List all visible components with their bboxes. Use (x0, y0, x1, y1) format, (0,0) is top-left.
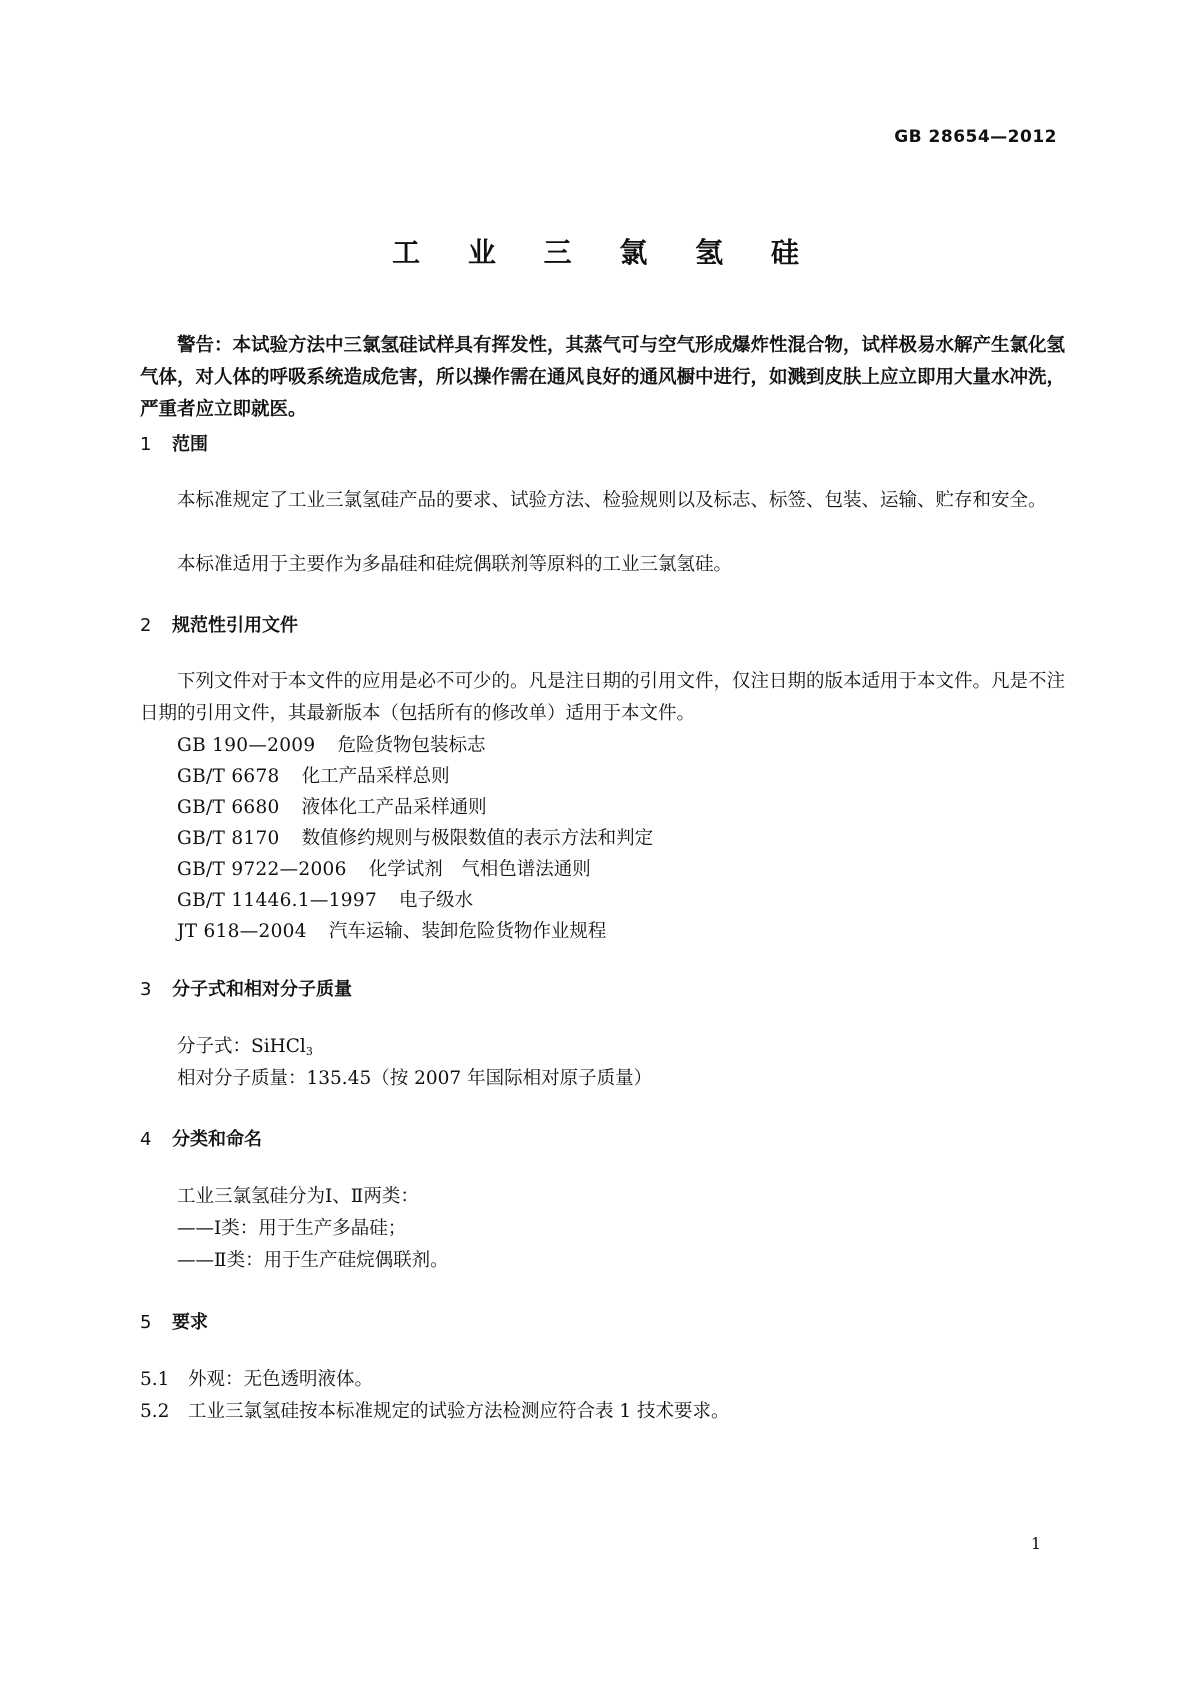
section-4-heading (140, 1125, 262, 1151)
section-5-heading (140, 1308, 208, 1334)
section-title: 分子式和相对分子质量 (172, 979, 352, 1000)
warning-paragraph: 警告：本试验方法中三氯氢硅试样具有挥发性，其蒸气可与空气形成爆炸性混合物，试样极易水解产生氯化氢气体，对人体的呼吸系统造成危害，所以操作需在通风良好的通风橱中进行，如溅到皮肤上应立即用大量水冲洗，严重者应立即就医。 (140, 335, 1066, 420)
reference-item (177, 885, 473, 917)
formula-main: SiHCl (251, 1036, 306, 1057)
page-number: 1 (1030, 1534, 1041, 1553)
reference-code: GB/T 11446.1—1997 (177, 890, 378, 911)
reference-title: 汽车运输、装卸危险货物作业规程 (328, 921, 607, 942)
reference-code: GB 190—2009 (177, 735, 316, 756)
reference-item (177, 730, 485, 762)
section-number: 1 (140, 434, 152, 455)
classification-item: ——Ⅱ类：用于生产硅烷偶联剂。 (177, 1250, 449, 1271)
reference-title: 危险货物包装标志 (337, 735, 486, 756)
reference-code: GB/T 9722—2006 (177, 859, 347, 880)
clause-text: 工业三氯氢硅按本标准规定的试验方法检测应符合表 1 技术要求。 (188, 1401, 730, 1422)
scope-paragraph-2: 本标准适用于主要作为多晶硅和硅烷偶联剂等原料的工业三氯氢硅。 (177, 554, 733, 575)
reference-title: 化工产品采样总则 (301, 766, 450, 787)
reference-item (177, 854, 591, 886)
reference-item (177, 761, 450, 793)
scope-paragraph-1: 本标准规定了工业三氯氢硅产品的要求、试验方法、检验规则以及标志、标签、包装、运输、贮存和安全。 (177, 490, 1047, 511)
section-3-heading (140, 975, 352, 1001)
classification-item: ——Ⅰ类：用于生产多晶硅； (177, 1218, 407, 1239)
section-number: 2 (140, 615, 152, 636)
reference-item (177, 792, 487, 824)
section-title: 分类和命名 (172, 1129, 262, 1150)
classification-intro: 工业三氯氢硅分为Ⅰ、Ⅱ两类： (177, 1186, 419, 1207)
document-title: 工 业 三 氯 氢 硅 (392, 236, 818, 269)
reference-code: GB/T 6678 (177, 766, 280, 787)
clause-5-1 (140, 1364, 373, 1396)
reference-code: GB/T 6680 (177, 797, 280, 818)
molecular-mass: 相对分子质量：135.45（按 2007 年国际相对原子质量） (177, 1068, 653, 1089)
formula-label: 分子式： (177, 1036, 252, 1057)
reference-item (177, 916, 606, 948)
clause-text: 外观：无色透明液体。 (188, 1369, 374, 1390)
section-number: 4 (140, 1129, 152, 1150)
section-number: 3 (140, 979, 152, 1000)
section-2-heading (140, 611, 298, 637)
clause-number: 5.1 (140, 1369, 170, 1390)
section-1-heading (140, 430, 208, 456)
reference-code: JT 618—2004 (177, 921, 307, 942)
section-title: 要求 (172, 1312, 208, 1333)
reference-item (177, 823, 653, 855)
section-title: 规范性引用文件 (172, 615, 298, 636)
reference-code: GB/T 8170 (177, 828, 280, 849)
reference-title: 数值修约规则与极限数值的表示方法和判定 (301, 828, 654, 849)
standard-code: GB 28654—2012 (894, 127, 1057, 147)
section-title: 范围 (172, 434, 208, 455)
formula-subscript: 3 (305, 1045, 313, 1058)
references-intro: 下列文件对于本文件的应用是必不可少的。凡是注日期的引用文件，仅注日期的版本适用于本文件。凡是不注日期的引用文件，其最新版本（包括所有的修改单）适用于本文件。 (140, 671, 1066, 724)
clause-5-2 (140, 1396, 730, 1428)
clause-number: 5.2 (140, 1401, 170, 1422)
reference-title: 电子级水 (399, 890, 474, 911)
reference-title: 化学试剂 气相色谱法通则 (368, 859, 591, 880)
reference-title: 液体化工产品采样通则 (301, 797, 487, 818)
section-number: 5 (140, 1312, 152, 1333)
